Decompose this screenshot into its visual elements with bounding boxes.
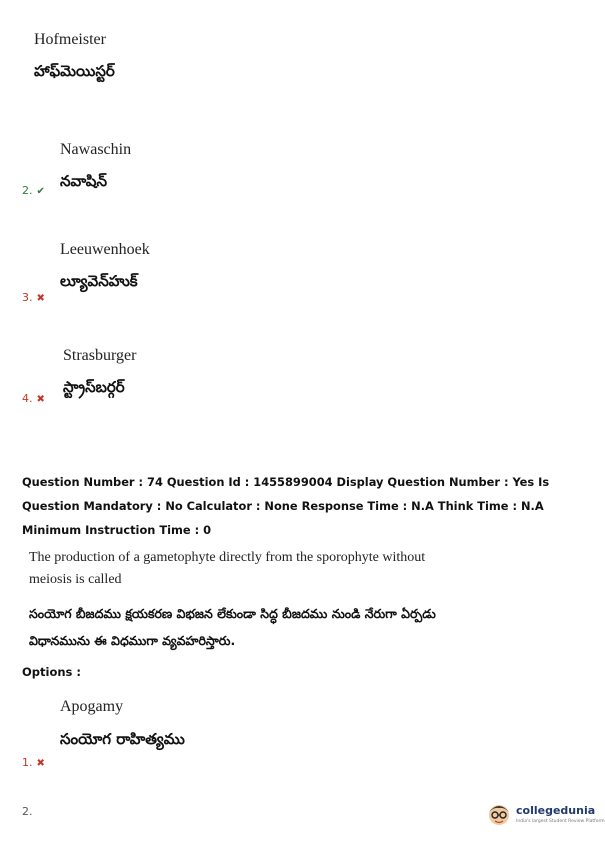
option-number-label: 1. [22,756,33,769]
option-text-telugu: ల్యూవెన్‌హుక్ [60,272,138,290]
option-text-telugu: హాఫ్‌మెయిస్టర్ [34,62,115,80]
question-meta: Question Number : 74 Question Id : 1455899004 Display Question Number : Yes Is Question Mandatory : No Calculator : None Response Time : N.A Think Time : N.A Minimum Instruction Time : 0 [22,475,550,537]
option-number-label: 2. [22,184,33,197]
option-text-english: Apogamy [60,698,124,715]
question-stem-telugu: సంయోగ బీజదము క్షయకరణ విభజన లేకుండా సిద్ధ బీజదము నుండి నేరుగా ఏర్పడు విధానమును ఈ విధముగా వ్యవహరిస్తారు. [29,606,436,648]
cross-icon: ✖ [36,758,45,769]
option-number-label: 3. [22,291,33,304]
options-label: Options : [22,665,81,679]
collegedunia-logo [486,798,605,832]
question-stem-english: The production of a gametophyte directly from the sporophyte without meiosis is called [29,550,426,587]
option-text-english: Nawaschin [60,141,132,158]
option-text-telugu: నవాషిన్ [60,172,108,190]
mascot-icon [486,800,512,828]
option-number [22,756,45,769]
option-number-label: 2. [22,805,33,818]
option-number [22,291,45,304]
logo-name: collegedunia [516,804,596,817]
check-icon: ✔ [36,186,45,197]
option-text-english: Strasburger [63,347,137,364]
cross-icon: ✖ [36,293,45,304]
option-text-english: Hofmeister [34,31,106,48]
option-number-label: 4. [22,392,33,405]
option-text-english: Leeuwenhoek [60,241,150,258]
option-number [22,805,33,818]
option-number [22,392,45,405]
option-number [22,184,45,197]
option-text-telugu: సంయోగ రాహిత్యము [60,730,185,748]
option-text-telugu: స్ట్రాస్‌బర్గర్ [63,378,125,396]
cross-icon: ✖ [36,394,45,405]
logo-tagline: India's largest Student Review Platform [516,819,605,824]
